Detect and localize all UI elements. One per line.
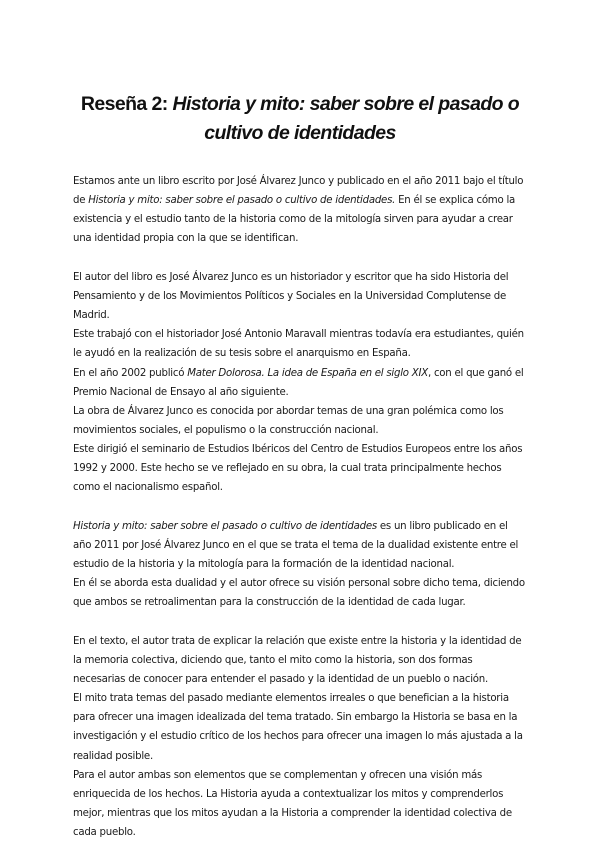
text-line: La obra de Álvarez Junco es conocida por abordar temas de una gran polémica como los — [73, 405, 504, 417]
text-line: para ofrecer una imagen idealizada del tema tratado. Sin embargo la Historia se basa en la — [73, 712, 518, 724]
text-line: En el texto, el autor trata de explicar la relación que existe entre la historia y la identidad de — [73, 635, 522, 647]
text-line: movimientos sociales, el populismo o la construcción nacional. — [73, 425, 379, 437]
book-title-italic: Historia y mito: saber sobre el pasado o cultivo de identidades. — [88, 195, 396, 207]
text-line: realidad posible. — [73, 750, 153, 762]
text-line: investigación y el estudio crítico de los hechos para ofrecer una imagen lo más ajustada a la — [73, 731, 523, 743]
text-line: le ayudó en la realización de su tesis sobre el anarquismo en España. — [73, 348, 411, 360]
line-text: , con el que ganó el — [427, 367, 524, 379]
text-line: En él se aborda esta dualidad y el autor ofrece su visión personal sobre dicho tema, diciendo — [73, 578, 525, 590]
line-text: es un libro publicado en el — [376, 520, 508, 532]
text-line: cada pueblo. — [73, 827, 136, 839]
text-line — [73, 191, 533, 210]
text-line: Madrid. — [73, 310, 110, 322]
text-line: necesarias de conocer para entender el pasado y la identidad de un pueblo o nación. — [73, 674, 488, 686]
title-italic-line2: cultivo de identidades — [204, 122, 396, 144]
paragraph — [73, 172, 533, 249]
text-line: la memoria colectiva, diciendo que, tanto el mito como la historia, son dos formas — [73, 654, 473, 666]
line-text: En él se explica cómo la — [395, 195, 516, 207]
document-body — [73, 172, 533, 862]
paragraph — [73, 517, 533, 613]
text-line: mejor, mientras que los mitos ayudan a la Historia a comprender la identidad colectiva de — [73, 808, 512, 820]
text-line — [73, 517, 533, 536]
line-text: de — [73, 195, 89, 207]
paragraph — [73, 632, 533, 843]
line-text: En el año 2002 publicó — [73, 367, 188, 379]
document-title — [60, 90, 540, 148]
text-line: Estamos ante un libro escrito por José Álvarez Junco y publicado en el año 2011 bajo el título — [73, 176, 524, 187]
text-line: como el nacionalismo español. — [73, 482, 223, 494]
title-prefix: Reseña 2: — [80, 93, 173, 115]
text-line: existencia y el estudio tanto de la historia como de la mitología sirven para ayudar a crear — [73, 214, 513, 226]
text-line: El mito trata temas del pasado mediante elementos irreales o que benefician a la historia — [73, 693, 509, 705]
text-line: Premio Nacional de Ensayo al año siguiente. — [73, 386, 289, 398]
text-line: enriquecida de los hechos. La Historia ayuda a contextualizar los mitos y comprenderlos — [73, 788, 504, 800]
text-line: que ambos se retroalimentan para la construcción de la identidad de cada lugar. — [73, 597, 466, 609]
title-italic-line1: Historia y mito: saber sobre el pasado o — [172, 93, 520, 115]
book-title-italic: Mater Dolorosa. La idea de España en el siglo XIX — [187, 367, 428, 379]
text-line: El autor del libro es José Álvarez Junco es un historiador y escritor que ha sido Historia del — [73, 271, 509, 283]
text-line: Este dirigió el seminario de Estudios Ibéricos del Centro de Estudios Europeos entre los años — [73, 444, 523, 456]
text-line: Este trabajó con el historiador José Antonio Maravall mientras todavía era estudiantes, quién — [73, 329, 524, 341]
text-line: 1992 y 2000. Este hecho se ve reflejado en su obra, la cual trata principalmente hechos — [73, 463, 502, 475]
text-line: Pensamiento y de los Movimientos Políticos y Sociales en la Universidad Complutense de — [73, 290, 506, 302]
text-line: estudio de la historia y la mitología para la formación de la identidad nacional. — [73, 559, 455, 571]
paragraph — [73, 268, 533, 498]
text-line: año 2011 por José Álvarez Junco en el que se trata el tema de la dualidad existente entre el — [73, 539, 519, 551]
text-line: Para el autor ambas son elementos que se complementan y ofrecen una visión más — [73, 769, 483, 781]
text-line — [73, 364, 533, 383]
text-line: una identidad propia con la que se identifican. — [73, 233, 299, 245]
book-title-italic: Historia y mito: saber sobre el pasado o cultivo de identidades — [73, 520, 377, 532]
